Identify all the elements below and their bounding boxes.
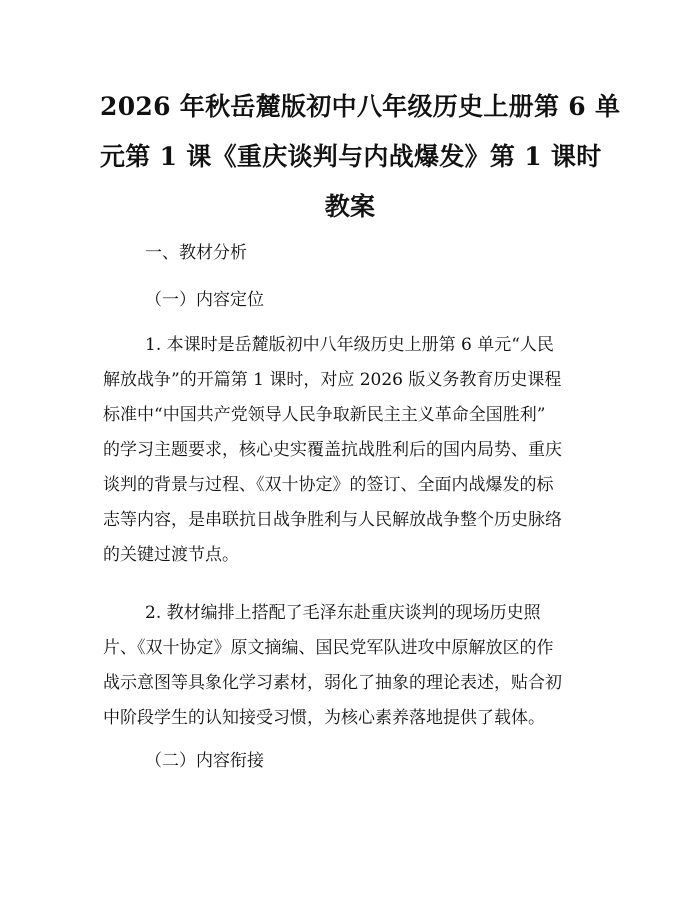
subsection-heading-content-positioning: （一）内容定位 xyxy=(145,290,264,310)
paragraph-content-positioning-2 xyxy=(103,596,603,736)
paragraph-line: 的关键过渡节点。 xyxy=(103,545,239,565)
paragraph-line: 片、《双十协定》原文摘编、国民党军队进攻中原解放区的作 xyxy=(103,638,554,658)
paragraph-line: 1. 本课时是岳麓版初中八年级历史上册第 6 单元“人民 xyxy=(145,335,554,355)
paragraph-line: 的学习主题要求，核心史实覆盖抗战胜利后的国内局势、重庆 xyxy=(103,440,562,460)
paragraph-line: 解放战争”的开篇第 1 课时，对应 2026 版义务教育历史课程 xyxy=(103,370,562,390)
title-line: 元第 1 课《重庆谈判与内战爆发》第 1 课时 xyxy=(100,142,602,171)
paragraph-line: 志等内容，是串联抗日战争胜利与人民解放战争整个历史脉络 xyxy=(103,510,562,530)
paragraph-line: 2. 教材编排上搭配了毛泽东赴重庆谈判的现场历史照 xyxy=(145,603,541,623)
paragraph-line: 谈判的背景与过程、《双十协定》的签订、全面内战爆发的标 xyxy=(103,475,554,495)
document-title xyxy=(100,82,621,232)
paragraph-line: 战示意图等具象化学习素材，弱化了抽象的理论表述，贴合初 xyxy=(103,673,562,693)
subsection-heading-content-connection: （二）内容衔接 xyxy=(145,751,264,771)
paragraph-line: 标准中“中国共产党领导人民争取新民主主义革命全国胜利” xyxy=(103,405,546,425)
paragraph-content-positioning-1 xyxy=(103,328,603,573)
title-line: 2026 年秋岳麓版初中八年级历史上册第 6 单 xyxy=(100,92,621,121)
title-line: 教案 xyxy=(324,192,376,221)
paragraph-line: 中阶段学生的认知接受习惯，为核心素养落地提供了载体。 xyxy=(103,708,545,728)
section-heading-teaching-material-analysis: 一、教材分析 xyxy=(145,243,247,263)
